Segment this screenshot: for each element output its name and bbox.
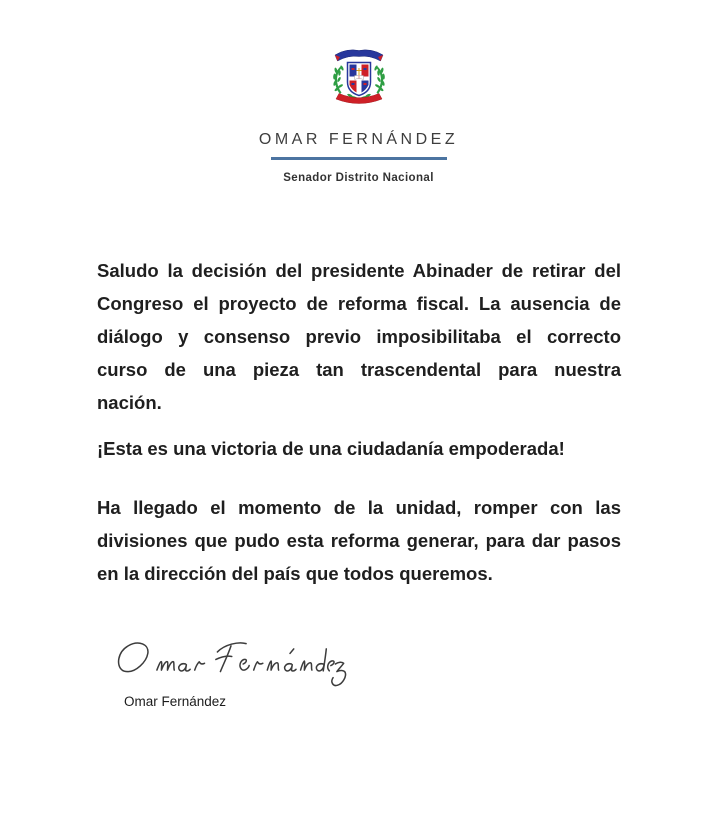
signature-script xyxy=(110,630,352,692)
body-line: nación. xyxy=(97,392,162,413)
body-line: divisiones que pudo esta reforma generar, para dar pasos xyxy=(97,530,621,551)
paragraph xyxy=(97,254,621,419)
body-line: Congreso el proyecto de reforma fiscal. La ausencia de xyxy=(97,293,621,314)
body-line: Ha llegado el momento de la unidad, romper con las xyxy=(97,497,621,518)
signature-printed-name: Omar Fernández xyxy=(124,694,227,709)
body-line: Saludo la decisión del presidente Abinader de retirar del xyxy=(97,260,621,281)
coat-of-arms-icon xyxy=(329,46,389,111)
body-line: ¡Esta es una victoria de una ciudadanía empoderada! xyxy=(97,438,565,459)
body-line: curso de una pieza tan trascendental para nuestra xyxy=(97,359,621,380)
letter-body xyxy=(97,254,621,590)
sender-title: Senador Distrito Nacional xyxy=(283,172,434,184)
body-line: en la dirección del país que todos queremos. xyxy=(97,563,493,584)
letterhead xyxy=(0,0,717,184)
paragraph xyxy=(97,491,621,590)
body-line: diálogo y consenso previo imposibilitaba el correcto xyxy=(97,326,621,347)
paragraph xyxy=(97,432,621,465)
sender-name: OMAR FERNÁNDEZ xyxy=(258,131,459,148)
signature-block xyxy=(110,630,717,709)
header-divider xyxy=(271,157,447,160)
